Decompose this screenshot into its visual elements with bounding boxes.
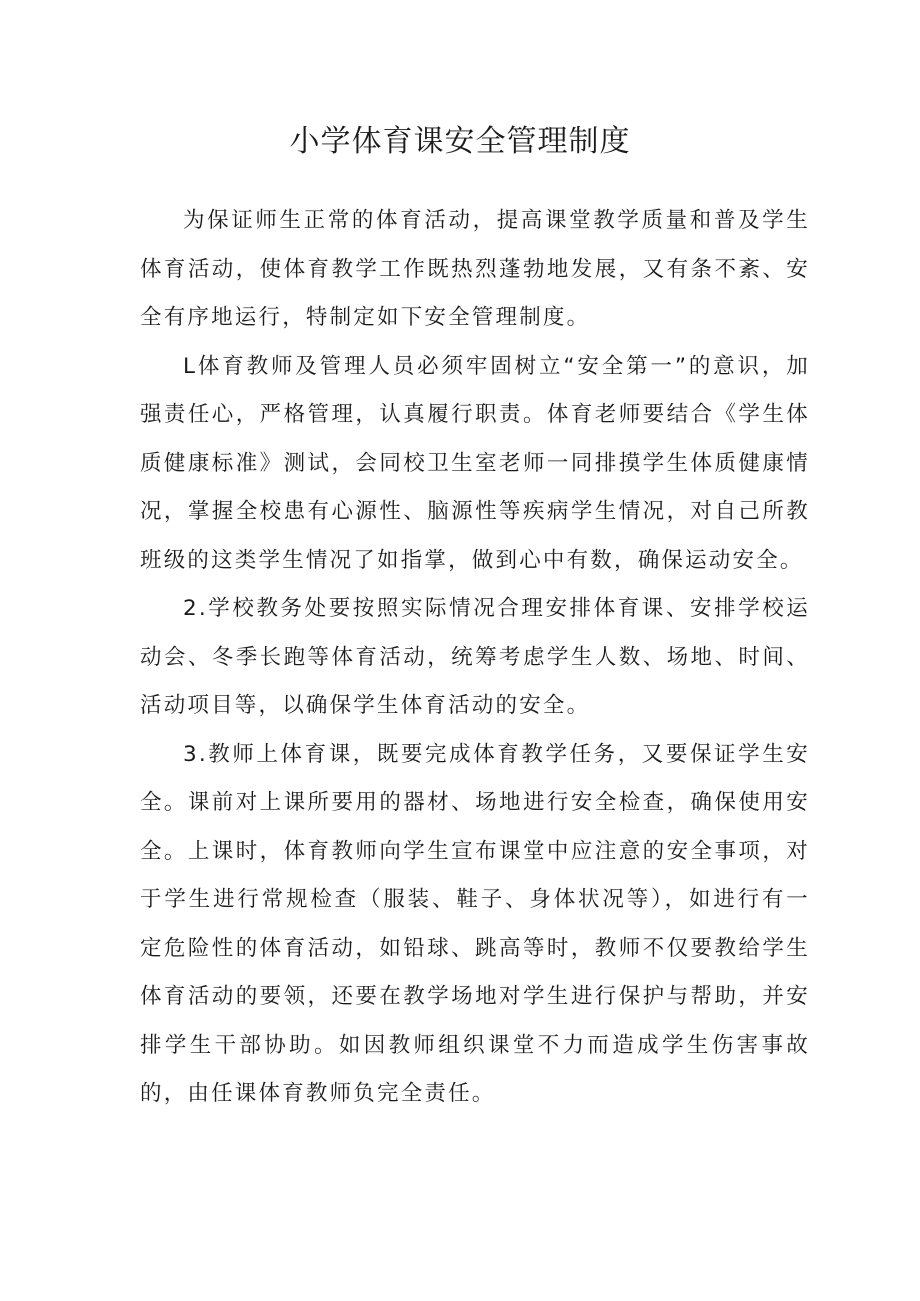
document-title: 小学体育课安全管理制度	[289, 124, 631, 159]
rule-1-paragraph: L体育教师及管理人员必须牢固树立“安全第一”的意识，加强责任心，严格管理，认真履行职责。体育老师要结合《学生体质健康标准》测试，会同校卫生室老师一同排摸学生体质健康情况，掌握全校患有心源性、脑源性等疾病学生情况，对自己所教班级的这类学生情况了如指掌，做到心中有数，确保运动安全。	[140, 353, 810, 573]
rule-3-paragraph: 3.教师上体育课，既要完成体育教学任务，又要保证学生安全。课前对上课所要用的器材、场地进行安全检查，确保使用安全。上课时，体育教师向学生宣布课堂中应注意的安全事项，对于学生进行常规检查（服装、鞋子、身体状况等），如进行有一定危险性的体育活动，如铅球、跳高等时，教师不仅要教给学生体育活动的要领，还要在教学场地对学生进行保护与帮助，并安排学生干部协助。如因教师组织课堂不力而造成学生伤害事故的，由任课体育教师负完全责任。	[140, 741, 810, 1106]
document-body	[140, 197, 810, 1119]
rule-2-paragraph: 2.学校教务处要按照实际情况合理安排体育课、安排学校运动会、冬季长跑等体育活动，统筹考虑学生人数、场地、时间、活动项目等，以确保学生体育活动的安全。	[140, 596, 810, 718]
intro-paragraph: 为保证师生正常的体育活动，提高课堂教学质量和普及学生体育活动，使体育教学工作既热烈蓬勃地发展，又有条不紊、安全有序地运行，特制定如下安全管理制度。	[140, 208, 810, 330]
